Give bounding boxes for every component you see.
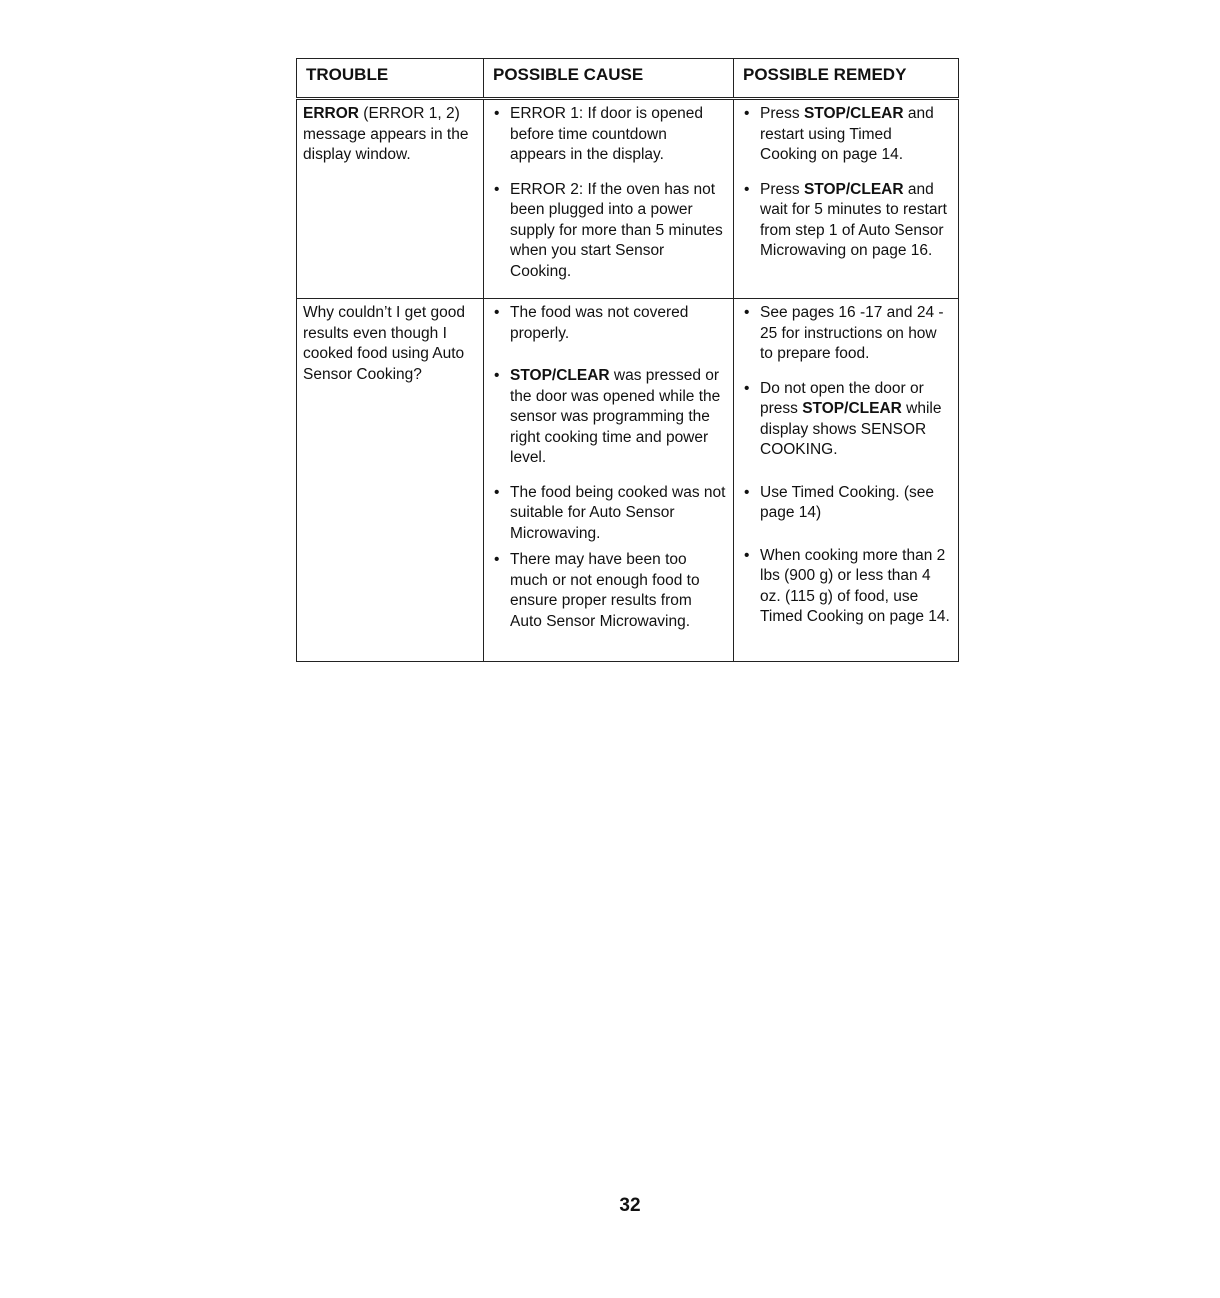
- remedy-text: When cooking more than 2 lbs (900 g) or less than 4 oz. (115 g) of food, use Timed Cooking on page 14.: [760, 546, 950, 625]
- cause-text: There may have been too much or not enough food to ensure proper results from Auto Sensor Microwaving.: [510, 551, 700, 630]
- remedy-item: [740, 483, 952, 524]
- page-number: 32: [619, 1195, 641, 1216]
- cause-text: was pressed or the door was opened while the sensor was programming the right cooking time and power level.: [510, 367, 721, 466]
- table-row: [297, 299, 959, 662]
- cause-text: ERROR 1: If door is opened before time countdown appears in the display.: [510, 105, 703, 163]
- remedy-cell: [734, 99, 959, 299]
- remedy-text: See pages 16 -17 and 24 - 25 for instructions on how to prepare food.: [760, 304, 944, 362]
- trouble-text: Why couldn’t I get good results even though I cooked food using Auto Sensor Cooking?: [303, 304, 465, 383]
- cause-item: [490, 104, 727, 166]
- remedy-item: [740, 303, 952, 365]
- cause-text: The food being cooked was not suitable for Auto Sensor Microwaving.: [510, 483, 726, 542]
- cause-item: [490, 550, 727, 632]
- cause-text: The food was not covered properly.: [510, 304, 689, 342]
- remedy-text: Use Timed Cooking. (see page 14): [760, 483, 935, 521]
- cause-cell: [484, 99, 734, 299]
- table-header-row: [297, 59, 959, 99]
- remedy-bold: STOP/CLEAR: [803, 180, 904, 198]
- remedy-bold: STOP/CLEAR: [803, 105, 904, 122]
- remedy-item: [740, 546, 952, 628]
- cause-text: ERROR 2: If the oven has not been plugged into a power supply for more than 5 minutes when you start Sensor Cooking.: [510, 180, 723, 280]
- trouble-text: (ERROR 1, 2) message appears in the display window.: [303, 105, 469, 163]
- header-trouble: TROUBLE: [297, 59, 484, 99]
- trouble-bold: ERROR: [303, 105, 359, 122]
- remedy-text-end: while display shows SENSOR COOKING.: [760, 400, 942, 458]
- cause-item: [490, 483, 727, 545]
- cause-item: [490, 303, 727, 344]
- remedy-cell: [734, 299, 959, 662]
- remedy-text: Press: [760, 180, 804, 198]
- remedy-item: [740, 379, 952, 461]
- cause-bold: STOP/CLEAR: [510, 367, 610, 384]
- remedy-text: Do not open the door or press: [760, 379, 924, 417]
- remedy-text-end: and wait for 5 minutes to restart from step 1 of Auto Sensor Microwaving on page 16.: [760, 180, 947, 259]
- trouble-cell: [297, 99, 484, 299]
- header-possible-remedy: POSSIBLE REMEDY: [734, 59, 959, 99]
- remedy-bold: STOP/CLEAR: [802, 400, 902, 417]
- trouble-cell: [297, 299, 484, 662]
- remedy-text: Press: [760, 105, 804, 122]
- remedy-item: [740, 104, 952, 166]
- cause-cell: [484, 299, 734, 662]
- cause-item: [490, 366, 727, 469]
- remedy-item: [740, 180, 952, 262]
- remedy-text-end: and restart using Timed Cooking on page 14.: [760, 105, 934, 163]
- cause-item: [490, 180, 727, 283]
- troubleshooting-table: [296, 58, 959, 662]
- header-possible-cause: POSSIBLE CAUSE: [484, 59, 734, 99]
- table-row: [297, 99, 959, 299]
